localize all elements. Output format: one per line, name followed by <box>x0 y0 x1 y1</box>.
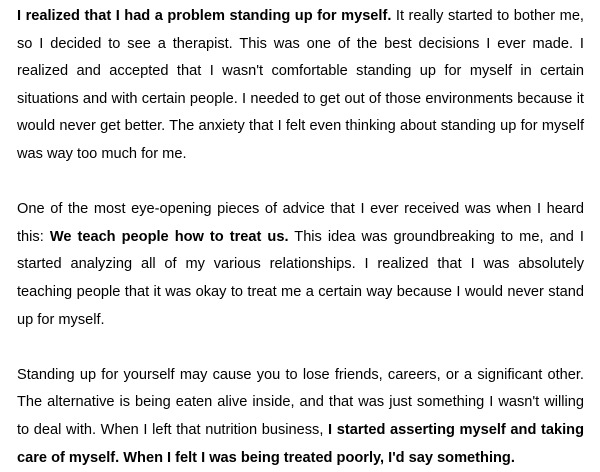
body-text: One of the most eye-opening pieces of advice that I ever received was when I heard this: <box>17 201 584 245</box>
body-text: It really started to bother me, so I decided to see a therapist. This was one of the best decisions I ever made. I realized and accepted that I wasn't comfortable standing up for myself in certain situations and with certain people. I needed to get out of those environments because it would never get better. The anxiety that I felt even thinking about standing up for myself was way too much for me. <box>17 8 584 162</box>
emphasis-text: I started asserting myself and taking care of myself. When I felt I was being treated poorly, I'd say something. <box>17 421 584 466</box>
paragraph-1 <box>17 3 584 169</box>
paragraph-2 <box>17 196 584 334</box>
emphasis-text: We teach people how to treat us. <box>49 228 289 245</box>
body-text: This idea was groundbreaking to me, and I started analyzing all of my various relationships. I realized that I was absolutely teaching people that it was okay to treat me a certain way because I would never stand up for myself. <box>17 228 584 328</box>
paragraph-3 <box>17 362 584 472</box>
emphasis-text: I realized that I had a problem standing up for myself. <box>17 8 392 24</box>
body-text: Standing up for yourself may cause you to lose friends, careers, or a significant other. The alternative is being eaten alive inside, and that was just something I wasn't willing to deal with. When I left that nutrition business, <box>17 366 584 438</box>
